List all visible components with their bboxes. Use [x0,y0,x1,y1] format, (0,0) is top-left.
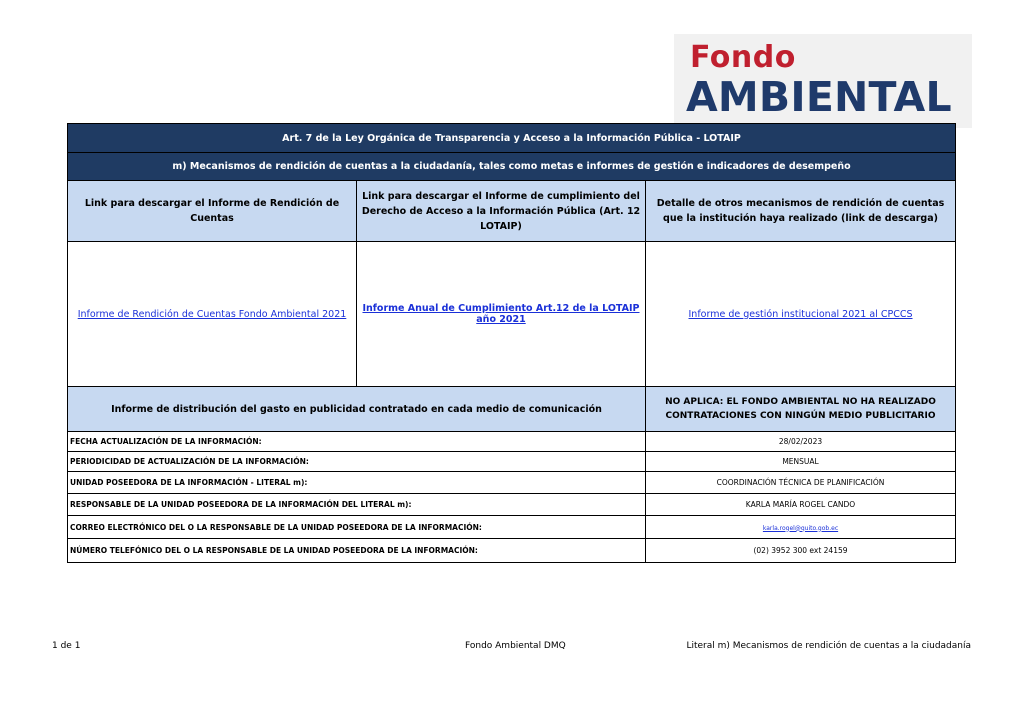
info-label-periodicidad: PERIODICIDAD DE ACTUALIZACIÓN DE LA INFORMACIÓN: [68,452,646,472]
logo-line-1: Fondo [690,40,796,75]
col-header-rendicion: Link para descargar el Informe de Rendición de Cuentas [68,181,357,242]
table-title: Art. 7 de la Ley Orgánica de Transparencia y Acceso a la Información Pública - LOTAIP [68,124,956,153]
info-value-unidad: COORDINACIÓN TÉCNICA DE PLANIFICACIÓN [646,472,956,494]
publicity-value: NO APLICA: EL FONDO AMBIENTAL NO HA REALIZADO CONTRATACIONES CON NINGÚN MEDIO PUBLICITARIO [646,387,956,432]
footer-right-text: Literal m) Mecanismos de rendición de cuentas a la ciudadanía [686,641,971,651]
info-label-telefono: NÚMERO TELEFÓNICO DEL O LA RESPONSABLE DE LA UNIDAD POSEEDORA DE LA INFORMACIÓN: [68,539,646,563]
info-value-responsable: KARLA MARÍA ROGEL CANDO [646,494,956,516]
link-informe-cumplimiento[interactable]: Informe Anual de Cumplimiento Art.12 de la LOTAIP año 2021 [362,303,640,325]
link-cell-gestion [646,242,956,387]
info-label-unidad: UNIDAD POSEEDORA DE LA INFORMACIÓN - LITERAL m): [68,472,646,494]
publicity-label: Informe de distribución del gasto en publicidad contratado en cada medio de comunicación [68,387,646,432]
lotaip-table [67,123,956,563]
link-informe-gestion[interactable]: Informe de gestión institucional 2021 al CPCCS [688,308,913,320]
info-value-telefono: (02) 3952 300 ext 24159 [646,539,956,563]
email-link[interactable]: karla.rogel@quito.gob.ec [762,524,839,532]
col-header-cumplimiento: Link para descargar el Informe de cumplimiento del Derecho de Acceso a la Información Pública (Art. 12 LOTAIP) [357,181,646,242]
link-informe-rendicion[interactable]: Informe de Rendición de Cuentas Fondo Ambiental 2021 [77,308,347,320]
logo-line-2: AMBIENTAL [686,73,952,121]
col-header-otros: Detalle de otros mecanismos de rendición de cuentas que la institución haya realizado (link de descarga) [646,181,956,242]
info-value-periodicidad: MENSUAL [646,452,956,472]
fondo-ambiental-logo [674,34,972,128]
table-subtitle: m) Mecanismos de rendición de cuentas a la ciudadanía, tales como metas e informes de gestión e indicadores de desempeño [68,153,956,181]
link-cell-cumplimiento [357,242,646,387]
info-value-fecha: 28/02/2023 [646,432,956,452]
footer-center-text: Fondo Ambiental DMQ [465,641,566,651]
info-label-fecha: FECHA ACTUALIZACIÓN DE LA INFORMACIÓN: [68,432,646,452]
info-label-responsable: RESPONSABLE DE LA UNIDAD POSEEDORA DE LA INFORMACIÓN DEL LITERAL m): [68,494,646,516]
footer-page-number: 1 de 1 [52,641,81,651]
link-cell-rendicion [68,242,357,387]
info-value-correo [646,516,956,539]
info-label-correo: CORREO ELECTRÓNICO DEL O LA RESPONSABLE DE LA UNIDAD POSEEDORA DE LA INFORMACIÓN: [68,516,646,539]
